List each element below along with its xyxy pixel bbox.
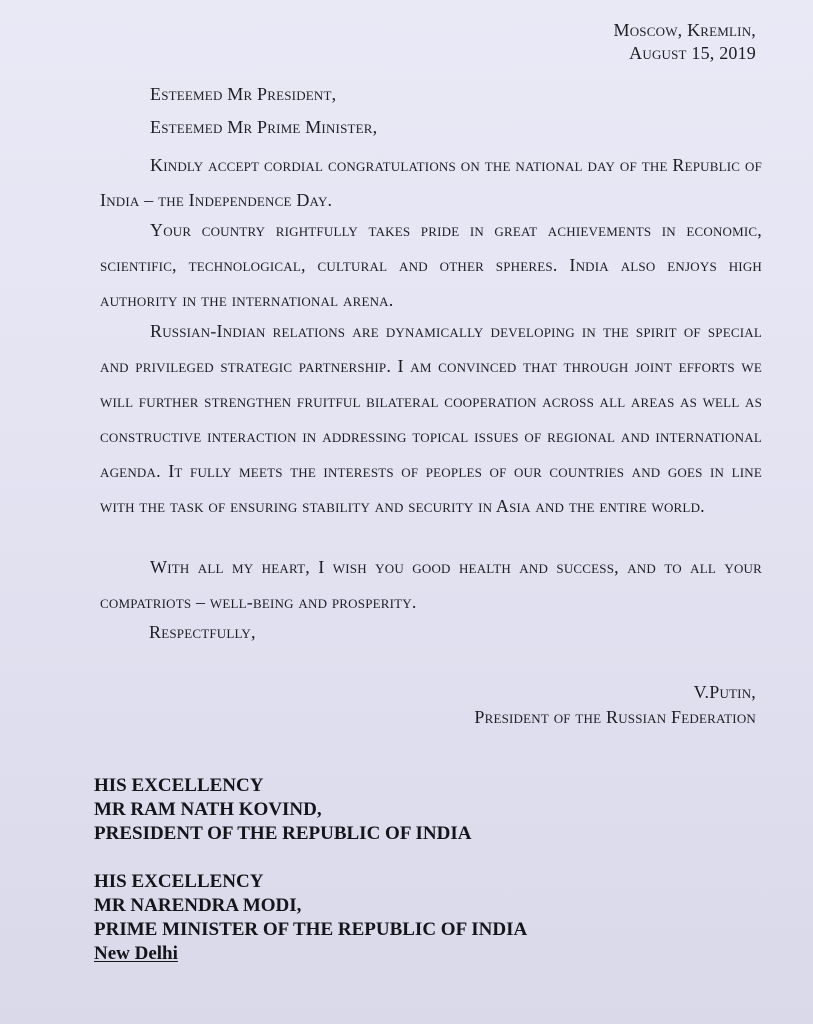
body-paragraph-3 <box>100 314 762 524</box>
closing: Respectfully, <box>149 622 256 642</box>
paragraph-text: With all my heart, I wish you good health and success, and to all your compatriots – well-being and prosperity. <box>100 557 762 612</box>
body-paragraph-4 <box>100 550 762 620</box>
signatory-title: President of the Russian Federation <box>474 707 756 727</box>
addressee-name: MR NARENDRA MODI, <box>94 895 302 916</box>
paragraph-text: Your country rightfully takes pride in great achievements in economic, scientific, technological, cultural and other spheres. India also enjoys high authority in the international arena. <box>100 220 762 310</box>
addressee-honorific: HIS EXCELLENCY <box>94 775 264 796</box>
addressee-prime-minister <box>94 870 527 966</box>
body-paragraph-1 <box>100 148 762 218</box>
letter-date: August 15, 2019 <box>629 43 756 63</box>
paragraph-text: Kindly accept cordial congratulations on the national day of the Republic of India – the Independence Day. <box>100 155 762 210</box>
addressee-city: New Delhi <box>94 943 178 964</box>
paragraph-text: Russian-Indian relations are dynamically developing in the spirit of special and privileged strategic partnership. I am convinced that through joint efforts we will further strengthen fruitful bilateral cooperation across all areas as well as constructive interaction in addressing topical issues of regional and international agenda. It fully meets the interests of peoples of our countries and goes in line with the task of ensuring stability and security in Asia and the entire world. <box>100 321 762 516</box>
salutation-prime-minister: Esteemed Mr Prime Minister, <box>150 117 378 137</box>
addressee-honorific: HIS EXCELLENCY <box>94 871 264 892</box>
letter-place: Moscow, Kremlin, <box>613 20 756 40</box>
signatory-name: V.Putin, <box>693 682 756 702</box>
place-date-block <box>614 19 756 65</box>
salutation-president: Esteemed Mr President, <box>150 84 337 104</box>
addressee-president <box>94 774 471 846</box>
addressee-title: PRESIDENT OF THE REPUBLIC OF INDIA <box>94 823 472 844</box>
body-paragraph-2 <box>100 213 762 318</box>
signature-block <box>474 680 756 730</box>
addressee-name: MR RAM NATH KOVIND, <box>94 799 322 820</box>
addressee-title: PRIME MINISTER OF THE REPUBLIC OF INDIA <box>94 919 528 940</box>
